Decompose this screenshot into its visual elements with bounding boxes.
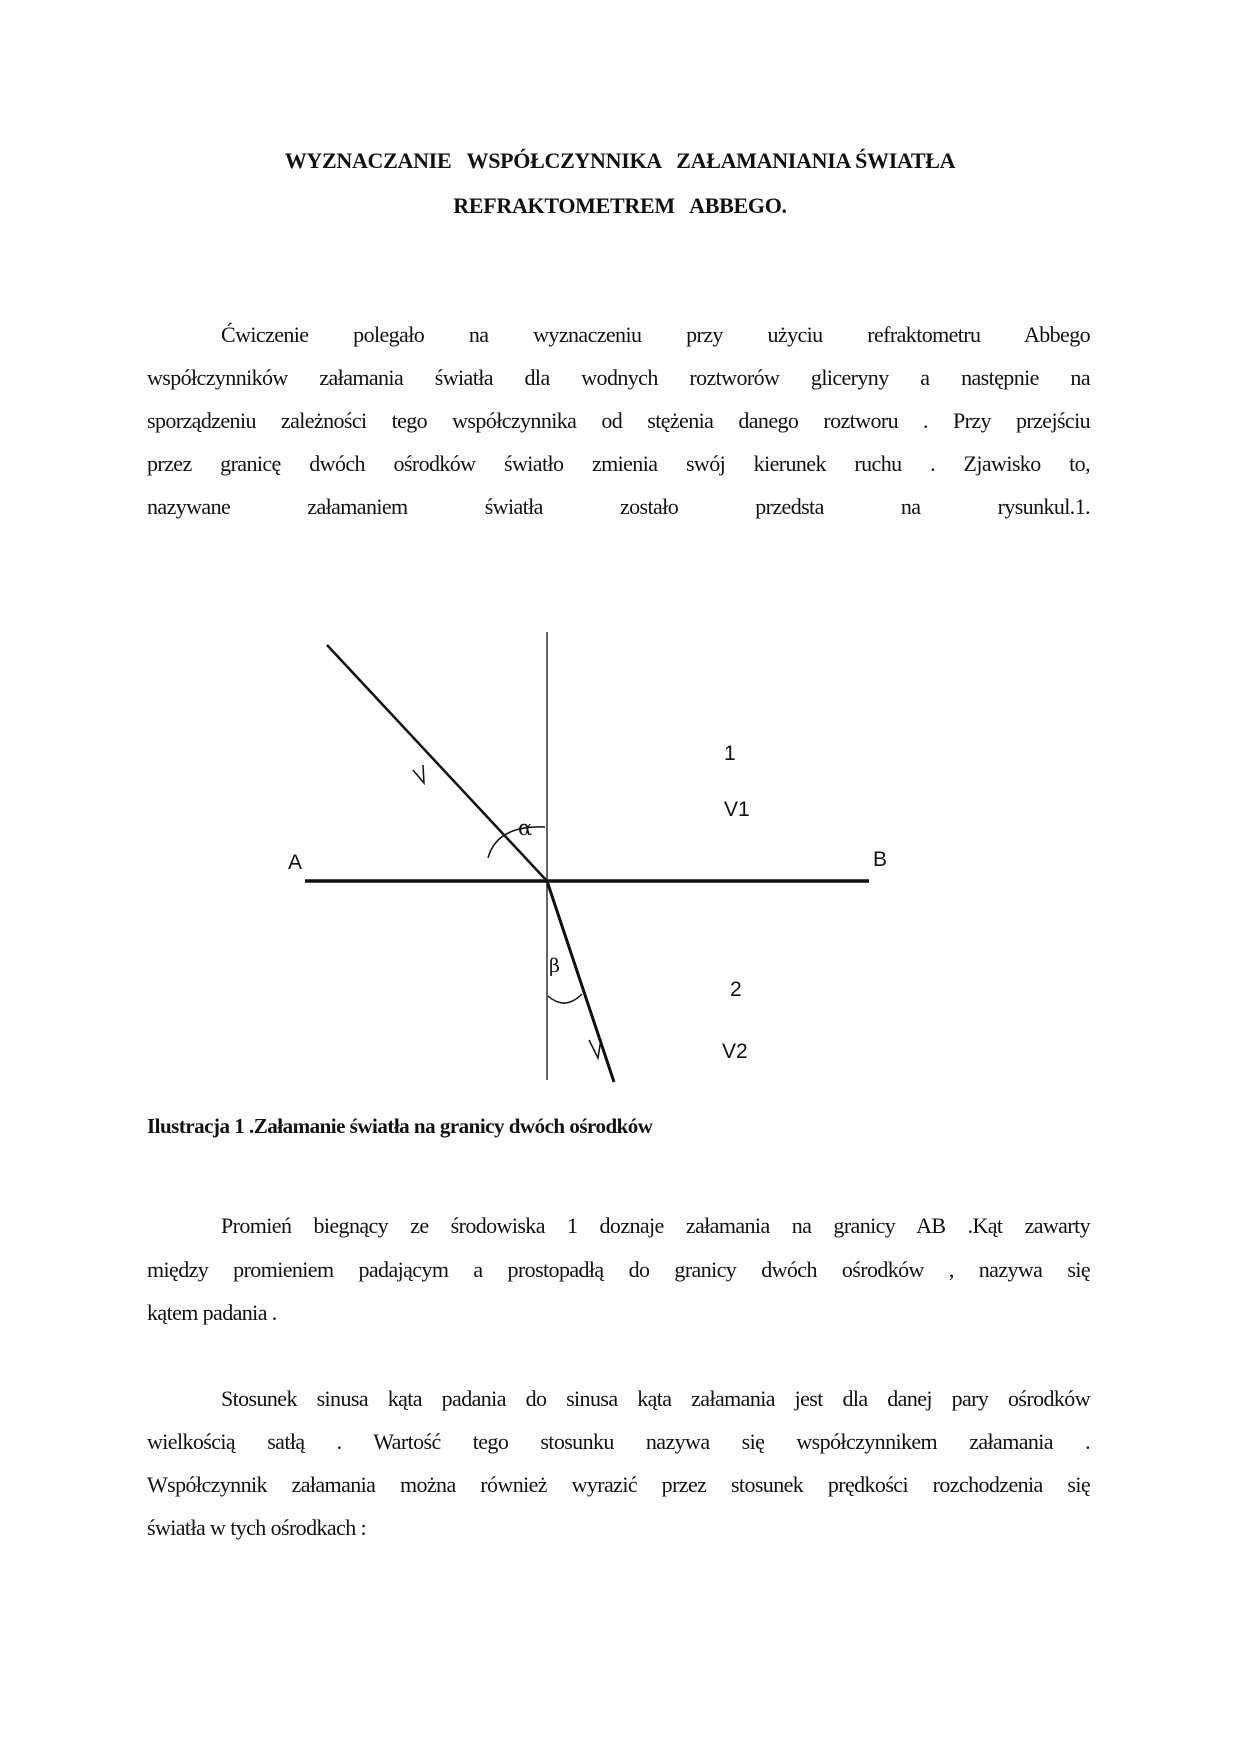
paragraph-1-line: współczynników załamania światła dla wodnych roztworów gliceryny a następnie na: [147, 365, 1090, 390]
paragraph-1-line: sporządzeniu zależności tego współczynnika od stężenia danego roztworu . Przy przejściu: [147, 408, 1090, 433]
refraction-diagram: [0, 620, 1240, 1100]
incident-arrow-icon: [413, 765, 424, 783]
refracted-ray: [547, 881, 614, 1082]
paragraph-1-line: nazywane załamaniem światła zostało przedsta na rysunkul.1.: [147, 494, 1090, 519]
alpha-arc: [488, 827, 545, 858]
paragraph-2-line: Promień biegnący ze środowiska 1 doznaje załamania na granicy AB .Kąt zawarty: [221, 1213, 1090, 1238]
document-title-line-1: WYZNACZANIE WSPÓŁCZYNNIKA ZAŁAMANIANIA ŚWIATŁA: [284, 148, 956, 173]
label-b: B: [873, 848, 888, 871]
label-beta: β: [549, 955, 560, 977]
paragraph-3-line: Współczynnik załamania można również wyrazić przez stosunek prędkości rozchodzenia się: [147, 1472, 1090, 1497]
label-v1: V1: [724, 798, 750, 821]
paragraph-1-line: Ćwiczenie polegało na wyznaczeniu przy użyciu refraktometru Abbego: [221, 322, 1090, 347]
label-alpha: α: [518, 816, 533, 840]
label-a: A: [288, 851, 303, 874]
paragraph-3-line: wielkością satłą . Wartość tego stosunku nazywa się współczynnikem załamania .: [147, 1429, 1090, 1454]
paragraph-2-line: kątem padania .: [147, 1300, 277, 1325]
label-v2: V2: [722, 1040, 748, 1063]
paragraph-3-line: Stosunek sinusa kąta padania do sinusa kąta załamania jest dla danej pary ośrodków: [221, 1386, 1090, 1411]
paragraph-2-line: między promieniem padającym a prostopadłą do granicy dwóch ośrodków , nazywa się: [147, 1257, 1090, 1282]
beta-arc: [548, 994, 582, 1003]
paragraph-3-line: światła w tych ośrodkach :: [147, 1515, 367, 1540]
figure-caption: Ilustracja 1 .Załamanie światła na granicy dwóch ośrodków: [147, 1114, 653, 1138]
incident-ray: [327, 645, 547, 881]
label-medium-1: 1: [724, 742, 736, 765]
paragraph-1-line: przez granicę dwóch ośrodków światło zmienia swój kierunek ruchu . Zjawisko to,: [147, 451, 1090, 476]
document-title-line-2: REFRAKTOMETREM ABBEGO.: [453, 193, 787, 218]
label-medium-2: 2: [730, 978, 742, 1001]
